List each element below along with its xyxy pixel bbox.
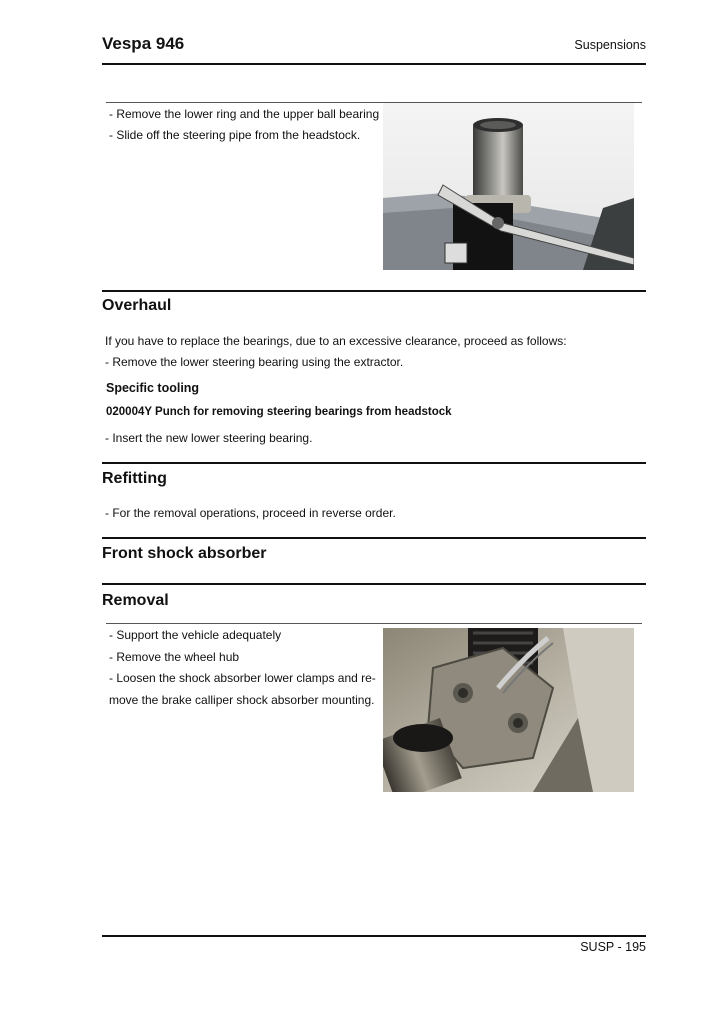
refitting-text: - For the removal operations, proceed in reverse order. <box>105 506 396 520</box>
footer-rule <box>102 935 646 937</box>
section-rule <box>102 462 646 464</box>
step-text: - Remove the lower ring and the upper ball bearing <box>109 107 380 121</box>
overhaul-heading: Overhaul <box>102 297 172 314</box>
tooling-heading: Specific tooling <box>106 381 200 395</box>
document-title: Vespa 946 <box>102 34 185 53</box>
block-rule <box>106 623 642 624</box>
refitting-heading: Refitting <box>102 470 167 487</box>
section-rule <box>102 290 646 292</box>
section-rule <box>102 537 646 539</box>
step-text: - Remove the lower steering bearing using the extractor. <box>105 355 404 369</box>
front-shock-heading: Front shock absorber <box>102 545 267 562</box>
step-text: - Remove the wheel hub <box>109 650 240 664</box>
step-text: - Slide off the steering pipe from the headstock. <box>109 128 361 142</box>
removal-heading: Removal <box>102 592 169 609</box>
overhaul-intro: If you have to replace the bearings, due to an excessive clearance, proceed as follows: <box>105 334 567 348</box>
step-text: - Loosen the shock absorber lower clamps and re- <box>109 671 376 685</box>
step-text: - Insert the new lower steering bearing. <box>105 431 313 445</box>
header-rule <box>102 63 646 65</box>
section-rule <box>102 583 646 585</box>
step-text: move the brake calliper shock absorber mounting. <box>109 693 375 707</box>
tool-reference: 020004Y Punch for removing steering bearings from headstock <box>106 406 452 418</box>
shock-absorber-photo <box>383 628 634 792</box>
section-label: Suspensions <box>574 38 646 52</box>
page-number: SUSP - 195 <box>580 940 646 954</box>
step-text: - Support the vehicle adequately <box>109 628 282 642</box>
steering-pipe-photo <box>383 103 634 270</box>
